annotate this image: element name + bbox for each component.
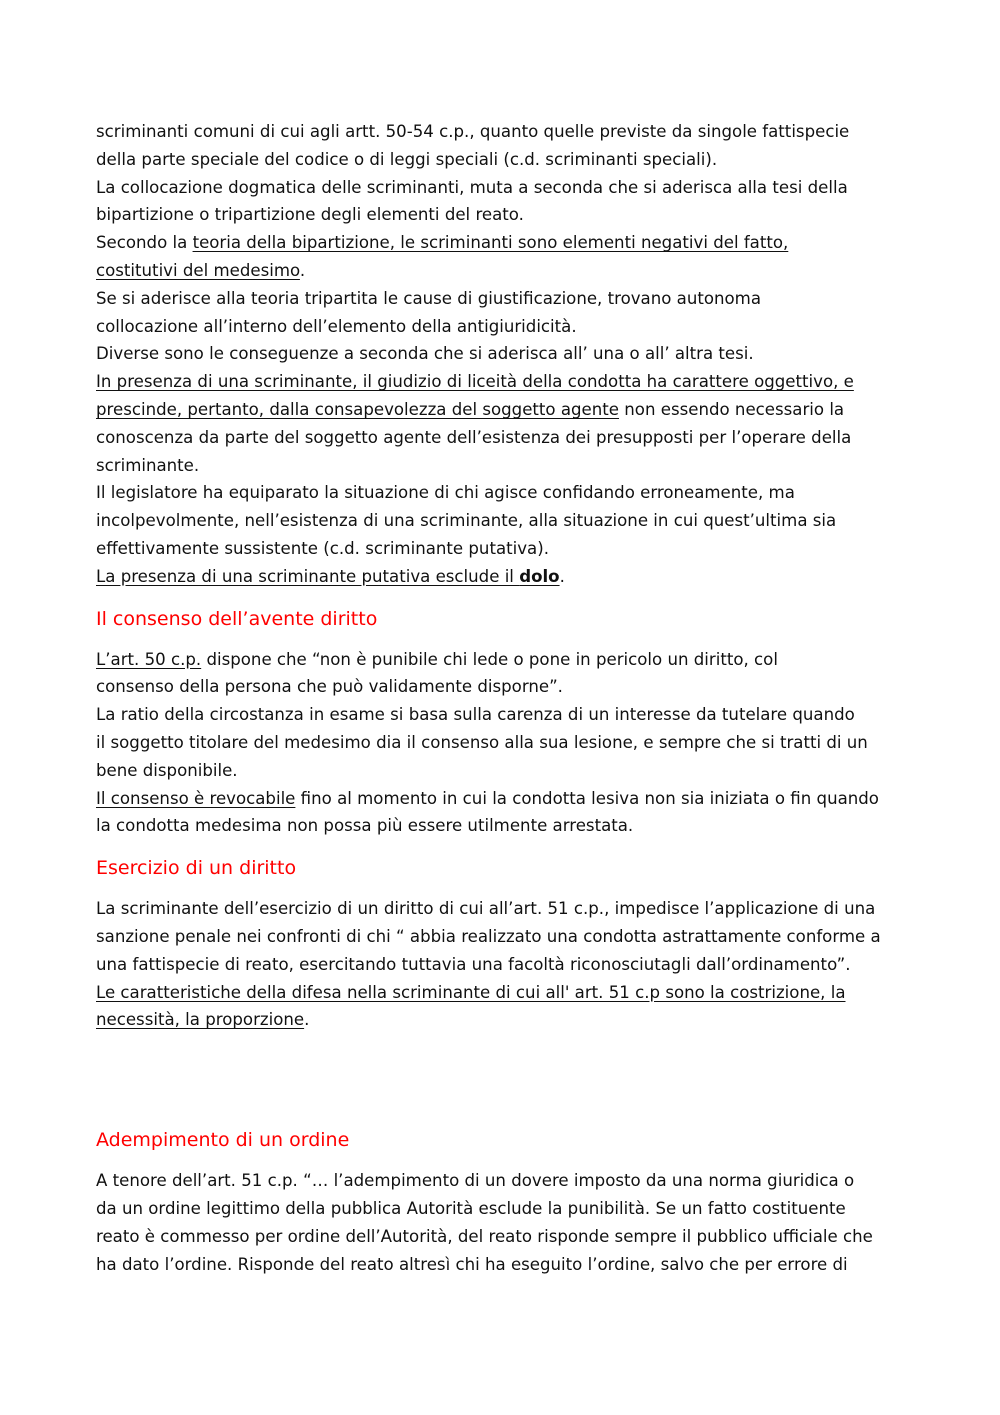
underlined-text: L’art. 50 c.p. <box>96 649 202 669</box>
intro-section <box>96 118 910 591</box>
text-line: Il legislatore ha equiparato la situazione di chi agisce confidando erroneamente, ma <box>96 483 795 503</box>
section-heading-esercizio: Esercizio di un diritto <box>96 857 297 880</box>
text-line: sanzione penale nei confronti di chi “ abbia realizzato una condotta astrattamente conforme a <box>96 926 881 946</box>
section-heading-adempimento: Adempimento di un ordine <box>96 1129 350 1152</box>
text-line: A tenore dell’art. 51 c.p. “… l’adempimento di un dovere imposto da una norma giuridica o <box>96 1171 855 1191</box>
text-line: conoscenza da parte del soggetto agente dell’esistenza dei presupposti per l’operare della <box>96 427 852 447</box>
text-line: una fattispecie di reato, esercitando tuttavia una facoltà riconosciutagli dall’ordinamento”. <box>96 954 851 974</box>
adempimento-section <box>96 1167 910 1278</box>
text-span: . <box>559 566 565 586</box>
text-line: reato è commesso per ordine dell’Autorità, del reato risponde sempre il pubblico ufficiale che <box>96 1226 873 1246</box>
underlined-text: La presenza di una scriminante putativa esclude il <box>96 566 520 586</box>
text-line <box>96 979 910 1007</box>
text-span: . <box>299 260 306 280</box>
text-line <box>96 396 910 424</box>
text-span: . <box>304 1010 310 1030</box>
text-line: incolpevolmente, nell’esistenza di una scriminante, alla situazione in cui quest’ultima sia <box>96 511 837 531</box>
text-line: la condotta medesima non possa più essere utilmente arrestata. <box>96 816 634 836</box>
text-span: fino al momento in cui la condotta lesiva non sia iniziata o fin quando <box>295 788 879 808</box>
text-line: bene disponibile. <box>96 760 238 780</box>
text-line: La ratio della circostanza in esame si basa sulla carenza di un interesse da tutelare quando <box>96 705 855 725</box>
text-line: La collocazione dogmatica delle scriminanti, muta a seconda che si aderisca alla tesi della <box>96 177 848 197</box>
underlined-text: necessità, la proporzione <box>96 1010 305 1030</box>
text-line: da un ordine legittimo della pubblica Autorità esclude la punibilità. Se un fatto costituente <box>96 1198 846 1218</box>
text-line: La scriminante dell’esercizio di un diritto di cui all’art. 51 c.p., impedisce l’applicazione di una <box>96 899 876 919</box>
text-line <box>96 563 910 591</box>
consenso-section <box>96 646 910 841</box>
text-line <box>96 257 910 285</box>
underlined-text: Il consenso è revocabile <box>96 788 296 808</box>
text-line: Diverse sono le conseguenze a seconda che si aderisca all’ una o all’ altra tesi. <box>96 344 754 364</box>
text-line: il soggetto titolare del medesimo dia il consenso alla sua lesione, e sempre che si tratti di un <box>96 732 868 752</box>
underlined-text: In presenza di una scriminante, il giudizio di liceità della condotta ha carattere oggettivo, e <box>96 372 854 392</box>
text-line: scriminanti comuni di cui agli artt. 50-54 c.p., quanto quelle previste da singole fattispecie <box>96 122 850 141</box>
text-line <box>96 1006 910 1034</box>
underlined-text: costitutivi del medesimo <box>96 260 300 280</box>
esercizio-section <box>96 895 910 1034</box>
text-line: scriminante. <box>96 455 200 475</box>
text-span: Secondo la <box>96 233 193 253</box>
text-line <box>96 229 910 257</box>
text-line: collocazione all’interno dell’elemento della antigiuridicità. <box>96 316 577 336</box>
text-line <box>96 646 910 674</box>
text-line: ha dato l’ordine. Risponde del reato altresì chi ha eseguito l’ordine, salvo che per errore di <box>96 1254 848 1274</box>
text-span: dispone che “non è punibile chi lede o pone in pericolo un diritto, col <box>201 649 778 669</box>
text-line: consenso della persona che può validamente disporne”. <box>96 677 563 697</box>
bold-underlined-text: dolo <box>519 566 560 586</box>
text-line <box>96 368 910 396</box>
underlined-text: prescinde, pertanto, dalla consapevolezza del soggetto agente <box>96 399 620 419</box>
text-line <box>96 785 910 813</box>
text-span: non essendo necessario la <box>619 399 845 419</box>
underlined-text: Le caratteristiche della difesa nella scriminante di cui all' art. 51 c.p sono la costrizione, la <box>96 982 846 1002</box>
section-heading-consenso: Il consenso dell’avente diritto <box>96 607 378 630</box>
text-line: Se si aderisce alla teoria tripartita le cause di giustificazione, trovano autonoma <box>96 288 762 308</box>
text-line: effettivamente sussistente (c.d. scriminante putativa). <box>96 538 549 558</box>
underlined-text: teoria della bipartizione, le scriminanti sono elementi negativi del fatto, <box>192 233 789 253</box>
text-line: bipartizione o tripartizione degli elementi del reato. <box>96 205 524 225</box>
text-line: della parte speciale del codice o di leggi speciali (c.d. scriminanti speciali). <box>96 149 718 169</box>
